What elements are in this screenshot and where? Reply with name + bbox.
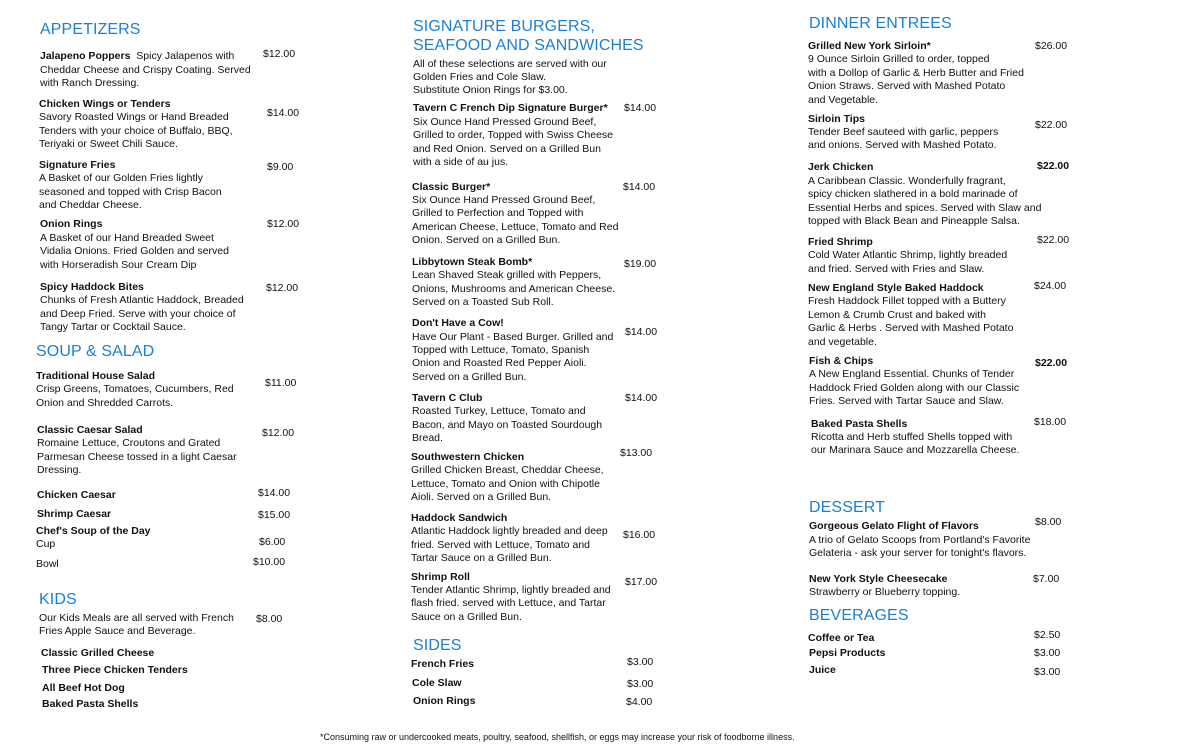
item-price: $13.00 [620,447,653,459]
item-description: with Ranch Dressing. [40,77,140,89]
item-description: Cheddar Cheese and Crispy Coating. Served [40,64,251,76]
item-description: Bacon, and Mayo on Toasted Sourdough [412,419,603,431]
item-name: Classic Burger* [412,181,491,193]
section-heading-dessert: DESSERT [809,499,885,516]
side-item-name: Cole Slaw [412,677,462,689]
item-description: Roasted Turkey, Lettuce, Tomato and [412,405,586,417]
item-name: Chicken Wings or Tenders [39,98,171,110]
section-heading-burgers-line1: SIGNATURE BURGERS, [413,18,595,35]
beverage-item-name: Juice [809,664,836,676]
item-price: $3.00 [1034,666,1061,678]
item-price: $22.00 [1037,160,1070,172]
item-description: Sauce on a Grilled Bun. [411,611,522,623]
item-description: 9 Ounce Sirloin Grilled to order, topped [808,53,990,65]
item-description: Onion. Served on a Grilled Bun. [412,234,561,246]
kids-item: Classic Grilled Cheese [41,647,155,659]
item-description: Served on a Toasted Sub Roll. [412,296,554,308]
item-name: Grilled New York Sirloin* [808,40,931,52]
item-description: Aioli. Served on a Grilled Bun. [411,491,552,503]
beverage-item-name: Pepsi Products [809,647,886,659]
item-description: Six Ounce Hand Pressed Ground Beef, [413,116,597,128]
item-description: Vidalia Onions. Fried Golden and served [40,245,229,257]
item-description: and vegetable. [808,336,877,348]
item-description: Ricotta and Herb stuffed Shells topped with [811,431,1013,443]
item-price: $14.00 [258,487,291,499]
item-description: Gelateria - ask your server for tonight's flavors. [809,547,1027,559]
item-description: A New England Essential. Chunks of Tender [809,368,1015,380]
item-description: Have Our Plant - Based Burger. Grilled and [412,331,614,343]
item-description: Lemon & Crumb Crust and baked with [808,309,987,321]
section-heading-kids: KIDS [39,591,77,608]
item-name: Shrimp Roll [411,571,470,583]
item-description: and Vegetable. [808,94,879,106]
item-description: flash fried. served with Lettuce, and Tartar [411,597,606,609]
section-heading-appetizers: APPETIZERS [40,21,141,38]
item-price: $3.00 [627,678,654,690]
item-name: Classic Caesar Salad [37,424,143,436]
item-description: Strawberry or Blueberry topping. [809,586,961,598]
item-price: $12.00 [263,48,296,60]
item-description: Onion and Shredded Carrots. [36,397,174,409]
section-heading-soup-salad: SOUP & SALAD [36,343,155,360]
item-price: $16.00 [623,529,656,541]
item-name: Chicken Caesar [37,489,116,501]
item-name: Fried Shrimp [808,236,873,248]
item-description: Fries. Served with Tartar Sauce and Slaw. [809,395,1004,407]
item-description: and Red Onion. Served on a Grilled Bun [413,143,601,155]
item-name: Jerk Chicken [808,161,874,173]
item-description: Lean Shaved Steak grilled with Peppers, [412,269,602,281]
item-price: $24.00 [1034,280,1067,292]
item-description: Essential Herbs and spices. Served with Slaw and [808,202,1042,214]
item-description: A Basket of our Golden Fries lightly [39,172,203,184]
item-name: Libbytown Steak Bomb* [412,256,533,268]
section-heading-sides: SIDES [413,637,462,654]
item-description: A Basket of our Hand Breaded Sweet [40,232,214,244]
item-description: Tender Atlantic Shrimp, lightly breaded and [411,584,611,596]
item-description: Tangy Tartar or Cocktail Sauce. [40,321,186,333]
item-name: Jalapeno Poppers [40,50,131,62]
item-description: Fresh Haddock Fillet topped with a Buttery [808,295,1006,307]
item-size-label: Bowl [36,558,59,570]
item-name: Onion Rings [40,218,103,230]
kids-item: All Beef Hot Dog [42,682,125,694]
item-description: Served on a Grilled Bun. [412,371,527,383]
item-description: Bread. [412,432,443,444]
item-price: $7.00 [1033,573,1060,585]
item-size-label: Cup [36,538,56,550]
item-name: New England Style Baked Haddock [808,282,984,294]
item-name: Spicy Haddock Bites [40,281,144,293]
item-description: Onion Straws. Served with Mashed Potato [808,80,1006,92]
item-price: $14.00 [625,392,658,404]
item-description: Cold Water Atlantic Shrimp, lightly breaded [808,249,1008,261]
item-description: Parmesan Cheese tossed in a light Caesar [37,451,237,463]
item-price: $17.00 [625,576,658,588]
item-description: Haddock Fried Golden along with our Classic [809,382,1020,394]
item-price: $22.00 [1035,357,1068,369]
item-description: and onions. Served with Mashed Potato. [808,139,997,151]
item-description: Crisp Greens, Tomatoes, Cucumbers, Red [36,383,234,395]
item-description: Topped with Lettuce, Tomato, Spanish [412,344,590,356]
beverage-item-name: Coffee or Tea [808,632,875,644]
item-description: with a Dollop of Garlic & Herb Butter and Fried [808,67,1024,79]
item-price: $22.00 [1035,119,1068,131]
item-name: Tavern C French Dip Signature Burger* [413,102,608,114]
item-price: $3.00 [627,656,654,668]
section-description: Fries Apple Sauce and Beverage. [39,625,196,637]
item-description: spicy chicken slathered in a bold marinade of [808,188,1018,200]
item-description: A trio of Gelato Scoops from Portland's Favorite [809,534,1031,546]
item-price: $14.00 [624,102,657,114]
item-name: Tavern C Club [412,392,483,404]
item-price: $8.00 [1035,516,1062,528]
item-description: fried. Served with Lettuce, Tomato and [411,539,590,551]
item-description: with Horseradish Sour Cream Dip [40,259,197,271]
item-name: Shrimp Caesar [37,508,112,520]
item-description: and Cheddar Cheese. [39,199,142,211]
kids-item: Baked Pasta Shells [42,698,139,710]
item-description: Tender Beef sauteed with garlic, peppers [808,126,999,138]
section-description: Golden Fries and Cole Slaw. [413,71,547,83]
item-name: Fish & Chips [809,355,874,367]
item-description: Grilled to Perfection and Topped with [412,207,584,219]
item-name: Haddock Sandwich [411,512,508,524]
item-price: $2.50 [1034,629,1061,641]
item-description: our Marinara Sauce and Mozzarella Cheese. [811,444,1020,456]
item-name: Traditional House Salad [36,370,156,382]
item-price: $10.00 [253,556,286,568]
item-name: Signature Fries [39,159,116,171]
item-price: $18.00 [1034,416,1067,428]
item-description: Onions, Mushrooms and American Cheese. [412,283,616,295]
item-name: New York Style Cheesecake [809,573,948,585]
item-price: $12.00 [262,427,295,439]
item-description: Atlantic Haddock lightly breaded and deep [411,525,608,537]
item-description: Chunks of Fresh Atlantic Haddock, Breaded [40,294,244,306]
item-description: Grilled Chicken Breast, Cheddar Cheese, [411,464,604,476]
item-price: $4.00 [626,696,653,708]
item-description: Garlic & Herbs . Served with Mashed Potato [808,322,1014,334]
item-description: Tartar Sauce on a Grilled Bun. [411,552,552,564]
item-price: $3.00 [1034,647,1061,659]
item-name: Chef's Soup of the Day [36,525,151,537]
item-price: $14.00 [267,107,300,119]
section-heading-beverages: BEVERAGES [809,607,909,624]
kids-item: Three Piece Chicken Tenders [42,664,188,676]
item-price: $12.00 [266,282,299,294]
item-description: Lettuce, Tomato and Onion with Chipotle [411,478,600,490]
side-item-name: French Fries [411,658,475,670]
item-description: Teriyaki or Sweet Chili Sauce. [39,138,178,150]
item-description: Romaine Lettuce, Croutons and Grated [37,437,221,449]
item-name: Baked Pasta Shells [811,418,908,430]
item-name: Sirloin Tips [808,113,865,125]
section-description: Substitute Onion Rings for $3.00. [413,84,568,96]
item-description: topped with Black Bean and Pineapple Salsa. [808,215,1020,227]
item-description: Six Ounce Hand Pressed Ground Beef, [412,194,596,206]
item-price: $14.00 [625,326,658,338]
item-description: Tenders with your choice of Buffalo, BBQ, [39,125,233,137]
item-name: Don't Have a Cow! [412,317,504,329]
item-price: $14.00 [623,181,656,193]
item-price: $26.00 [1035,40,1068,52]
item-price: $15.00 [258,509,291,521]
item-description: Grilled to order, Topped with Swiss Cheese [413,129,613,141]
section-description: All of these selections are served with our [413,58,607,70]
item-description: A Caribbean Classic. Wonderfully fragrant, [808,175,1006,187]
item-name: Gorgeous Gelato Flight of Flavors [809,520,979,532]
item-description: American Cheese, Lettuce, Tomato and Red [412,221,619,233]
item-price: $22.00 [1037,234,1070,246]
item-description: seasoned and topped with Crisp Bacon [39,186,222,198]
item-price: $19.00 [624,258,657,270]
item-price: $6.00 [259,536,286,548]
item-description: Dressing. [37,464,82,476]
item-description: Savory Roasted Wings or Hand Breaded [39,111,229,123]
section-description: Our Kids Meals are all served with French [39,612,234,624]
item-price: $11.00 [265,377,297,389]
item-name: Southwestern Chicken [411,451,525,463]
item-description: Onion and Roasted Red Pepper Aioli. [412,357,587,369]
section-heading-burgers-line2: SEAFOOD AND SANDWICHES [413,37,644,54]
item-price: $8.00 [256,613,283,625]
section-heading-dinner-entrees: DINNER ENTREES [809,15,952,32]
item-price: $12.00 [267,218,300,230]
item-description: and fried. Served with Fries and Slaw. [808,263,985,275]
side-item-name: Onion Rings [413,695,476,707]
item-description: with a side of au jus. [413,156,509,168]
item-description: Spicy Jalapenos with [136,50,235,62]
item-price: $9.00 [267,161,294,173]
item-description: and Deep Fried. Serve with your choice of [40,308,236,320]
footer-disclaimer: *Consuming raw or undercooked meats, poultry, seafood, shellfish, or eggs may increase your risk of foodborne illness. [320,732,795,742]
